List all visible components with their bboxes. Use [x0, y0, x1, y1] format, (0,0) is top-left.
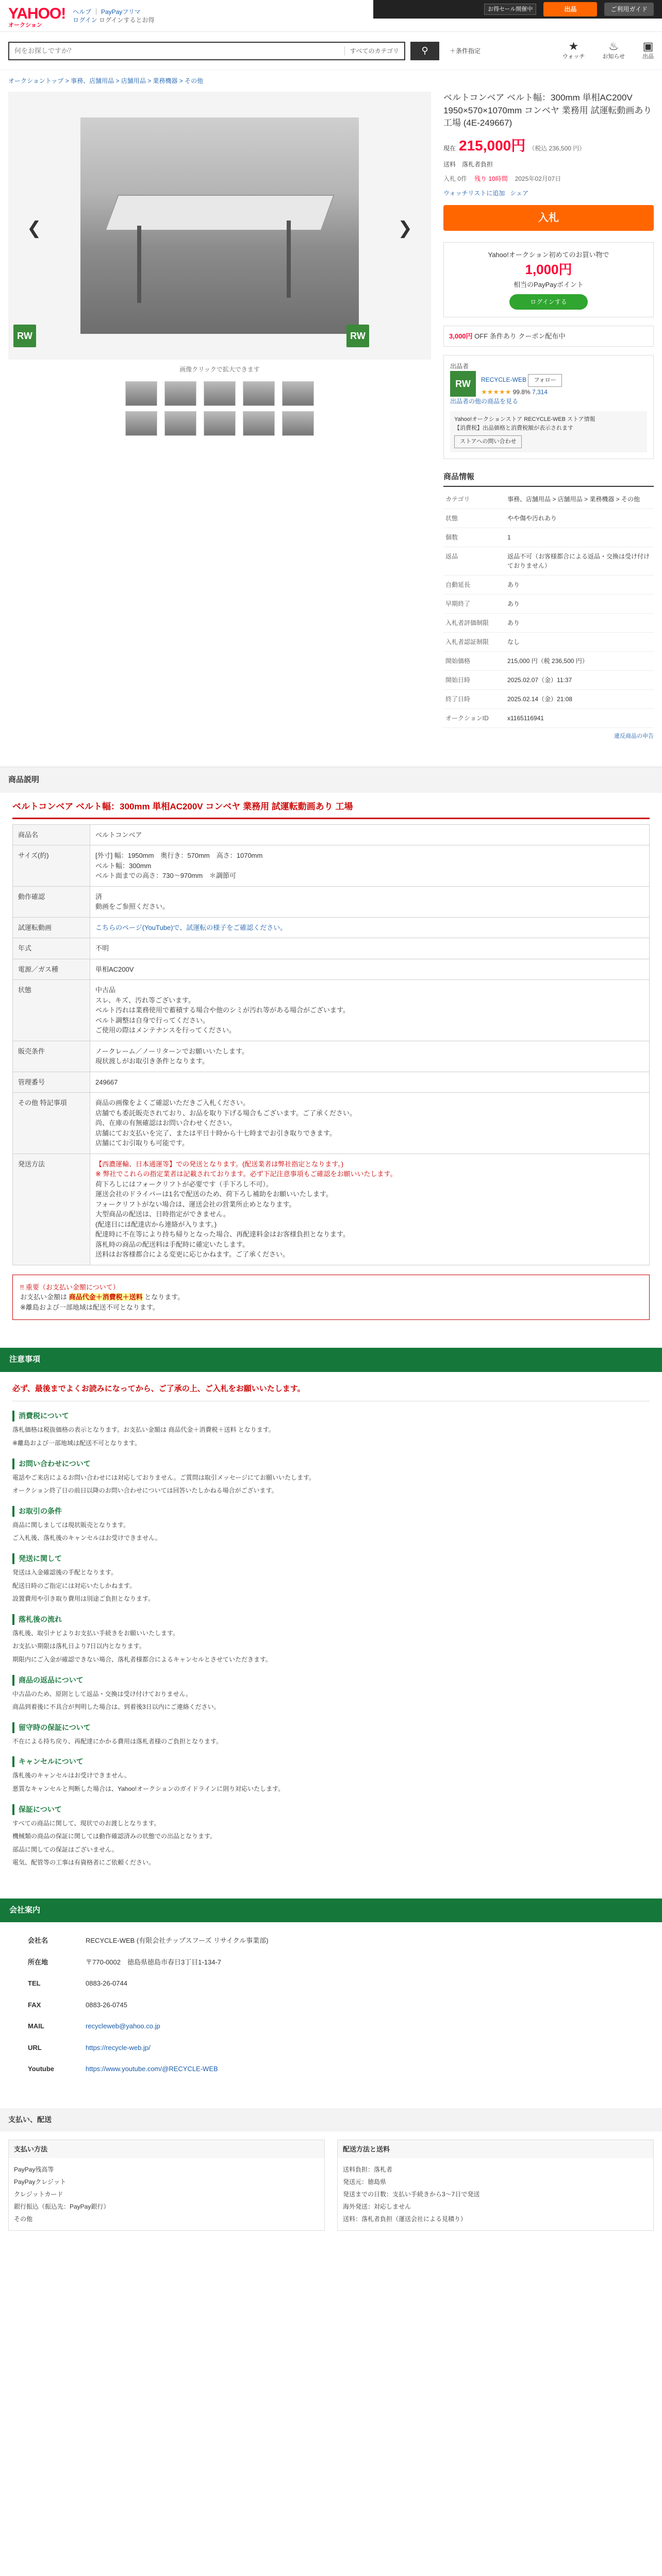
info-value: 2025.02.14（金）21:08	[505, 690, 654, 709]
description-line: 249667	[95, 1078, 118, 1086]
bell-icon: ♨	[608, 40, 619, 53]
description-title: ベルトコンベア ベルト幅：300mm 単相AC200V コンベヤ 業務用 試運転動画あり 工場	[12, 800, 650, 819]
main-product-photo[interactable]	[80, 117, 359, 334]
thumbnail[interactable]	[164, 381, 196, 406]
description-value	[90, 938, 650, 959]
caution-text: 期限内にご入金が確認できない場合、落札者様都合によるキャンセルとさせていただきます。	[12, 1655, 272, 1663]
top-header	[0, 0, 662, 32]
thumbnail[interactable]	[125, 411, 157, 436]
info-key: 早期終了	[443, 595, 505, 614]
company-text: 0883-26-0745	[86, 2001, 127, 2009]
caution-heading: 落札後の流れ	[12, 1614, 650, 1625]
item-info-table	[443, 490, 654, 728]
caution-text: 落札後のキャンセルはお受けできません。	[12, 1772, 130, 1780]
info-key: 返品	[443, 547, 505, 575]
description-line: ノークレーム／ノーリターンでお願いいたします。	[95, 1047, 249, 1055]
company-key: TEL	[28, 1979, 41, 1988]
right-column	[443, 92, 654, 741]
header-icons	[562, 40, 654, 61]
info-row	[443, 575, 654, 595]
current-price: 215,000円	[459, 137, 526, 154]
description-row	[13, 845, 650, 887]
payment-section-head: 支払い、配送	[0, 2108, 662, 2131]
caution-heading: キャンセルについて	[12, 1756, 650, 1767]
coupon-text: OFF 条件あり クーポン配布中	[474, 332, 566, 340]
description-line: 商品の画像をよくご確認いただきご入札ください。	[95, 1099, 250, 1107]
first-purchase-promo	[443, 242, 654, 317]
description-line: 動画をご参照ください。	[95, 903, 170, 911]
left-column	[8, 92, 431, 741]
description-row	[13, 886, 650, 917]
payment-method-item: PayPayクレジット	[14, 2178, 67, 2186]
info-row	[443, 528, 654, 547]
caution-text: 落札価格は税抜価格の表示となります。お支払い金額は 商品代金＋消費税＋送料 となります。	[12, 1426, 275, 1434]
description-line: ベルト汚れは業務使用で蓄積する場合や他のシミが汚れ等がある場合がございます。	[95, 1006, 350, 1014]
promo-login-button[interactable]: ログインする	[509, 294, 587, 310]
description-row	[13, 959, 650, 980]
rw-watermark: RW	[346, 325, 369, 347]
store-note	[450, 411, 647, 452]
store-inquiry-button[interactable]: ストアへの問い合わせ	[454, 435, 522, 448]
description-line: ご使用の際はメンテナンスを行ってください。	[95, 1026, 236, 1035]
description-wrap	[0, 793, 662, 1327]
company-row	[22, 1995, 274, 2015]
thumbnail[interactable]	[204, 381, 236, 406]
info-value: あり	[505, 614, 654, 633]
share-button[interactable]: シェア	[510, 189, 529, 197]
gallery-next-icon[interactable]: ❯	[398, 218, 412, 238]
watch-header-button[interactable]: ★ ウォッチ	[562, 40, 585, 60]
caution-heading: 保証について	[12, 1804, 650, 1815]
thumbnail[interactable]	[282, 381, 314, 406]
seller-head	[450, 371, 647, 397]
payment-notice: !! 重要（お支払い金額について） お支払い金額は 商品代金＋消費税＋送料 となります。 ※離島および一部地域は配送不可となります。	[12, 1275, 650, 1320]
description-line: 大型商品の配送は、日時指定ができません。	[95, 1210, 230, 1218]
promo-text: Yahoo!オークション初めてのお買い物で	[488, 250, 609, 259]
description-line: 済	[95, 892, 103, 901]
company-row	[22, 1930, 274, 1951]
info-value: やや傷や汚れあり	[505, 509, 654, 528]
info-key: 開始日時	[443, 671, 505, 690]
search-row	[0, 32, 662, 70]
payment-method-list	[9, 2158, 324, 2230]
caution-text: 設置費用や引き取り費用は別途ご負担となります。	[12, 1595, 155, 1603]
shipping-method-item: 海外発送：対応しません	[343, 2203, 411, 2211]
info-key: カテゴリ	[443, 490, 505, 509]
info-row	[443, 490, 654, 509]
description-section-head: 商品説明	[0, 767, 662, 793]
notice-header-button[interactable]: ♨ お知らせ	[602, 40, 625, 60]
header-sell-button[interactable]: 出品	[543, 2, 597, 16]
item-info-title: 商品情報	[443, 471, 654, 487]
info-value: 1	[505, 528, 654, 547]
info-key: 個数	[443, 528, 505, 547]
bid-button[interactable]: 入札	[443, 205, 654, 231]
caution-heading: 発送に関して	[12, 1553, 650, 1564]
description-row	[13, 1072, 650, 1093]
shipping-methods: 配送方法と送料 送料負担：落札者 発送元：徳島県 発送までの日数：支払い手続きから3〜7日で発送 海外発送：対応しません 送料：落札者負担（運送会社による見積り）	[337, 2140, 654, 2231]
payment-method-item: クレジットカード	[14, 2191, 63, 2198]
shipping-method-item: 発送までの日数：支払い手続きから3〜7日で発送	[343, 2191, 480, 2198]
payment-method-item: PayPay残高等	[14, 2166, 54, 2174]
description-line: 配達時に不在等により持ち帰りとなった場合、再配達料金はお客様負担となります。	[95, 1230, 350, 1239]
caution-text: 悪質なキャンセルと判断した場合は、Yahoo!オークションのガイドラインに則り対応いたします。	[12, 1785, 285, 1792]
description-value	[90, 886, 650, 917]
company-link[interactable]: https://recycle-web.jp/	[86, 2043, 151, 2052]
thumbnail[interactable]	[243, 411, 275, 436]
description-line: (配達日には配達店から連絡が入ります。)	[95, 1220, 217, 1228]
company-link[interactable]: https://www.youtube.com/@RECYCLE-WEB	[86, 2065, 218, 2073]
description-row	[13, 1093, 650, 1154]
auction-meta	[443, 174, 654, 183]
description-line: 【西濃運輸、日本通運等】での発送となります。(配送業者は弊社指定となります。)	[95, 1160, 344, 1168]
seller-name[interactable]: RECYCLE-WEB	[481, 376, 527, 384]
caution-text: 不在による持ち戻り、再配達にかかる費用は落札者様のご負担となります。	[12, 1737, 223, 1745]
seller-rating: 99.8%	[512, 388, 531, 396]
caution-text: 中古品のため、原則として返品・交換は受け付けておりません。	[12, 1690, 192, 1698]
description-value	[90, 959, 650, 980]
company-key: URL	[28, 2043, 42, 2052]
info-row	[443, 690, 654, 709]
shipping-method-item: 送料：落札者負担（運送会社による見積り）	[343, 2215, 467, 2223]
info-row	[443, 614, 654, 633]
info-key: 状態	[443, 509, 505, 528]
promo-sub: 相当のPayPayポイント	[514, 281, 584, 289]
info-key: 自動延長	[443, 575, 505, 595]
end-date: 2025年02月07日	[515, 175, 561, 182]
company-row	[22, 1952, 274, 1973]
company-value	[79, 2038, 274, 2058]
watch-button[interactable]: ウォッチリストに追加	[443, 189, 505, 197]
condition-link[interactable]: ＋条件指定	[450, 47, 481, 55]
company-bar: 会社案内	[0, 1899, 662, 1923]
search-input[interactable]	[9, 43, 344, 59]
caution-heading: 留守時の保証について	[12, 1722, 650, 1733]
bid-count: 入札 0件	[443, 175, 468, 182]
seller-logo[interactable]: RW	[450, 371, 476, 397]
shipping-info: 送料 落札者負担	[443, 160, 493, 168]
info-value: 2025.02.07（金）11:37	[505, 671, 654, 690]
site-logo[interactable]: YAHOO! オークション	[8, 5, 66, 28]
company-link[interactable]: recycleweb@yahoo.co.jp	[86, 2022, 160, 2030]
seller-label: 出品者	[450, 363, 469, 370]
description-line: ベルト面までの高さ：730〜970mm ＊調節可	[95, 872, 237, 880]
time-left: 残り 10時間	[474, 175, 508, 182]
company-text: RECYCLE-WEB (有限会社チップスフーズ リサイクル事業部)	[86, 1937, 269, 1945]
description-value	[90, 1093, 650, 1154]
header-link-help[interactable]: ヘルプ	[73, 8, 92, 15]
description-line: ※ 弊社でこれらの指定業者は記載されております。必ず下記注意事項もご確認をお願いいたします。	[95, 1170, 397, 1178]
camera-icon: ▣	[642, 40, 654, 53]
payment-methods: 支払い方法 PayPay残高等 PayPayクレジット クレジットカード 銀行振込（振込先：PayPay銀行） その他	[8, 2140, 325, 2231]
description-key: サイズ(約)	[13, 845, 90, 887]
caution-text: 商品到着後に不具合が判明した場合は、到着後3日以内にご連絡ください。	[12, 1703, 220, 1711]
info-row	[443, 633, 654, 652]
conveyor-leg	[137, 226, 141, 303]
seller-box	[443, 355, 654, 459]
company-value	[79, 1930, 274, 1951]
description-value	[90, 824, 650, 845]
caution-text: 配送日時のご指定には対応いたしかねます。	[12, 1582, 136, 1589]
description-line: 店舗にてお支払いを完了、または平日十時から十七時までお引き取りできます。	[95, 1129, 336, 1137]
info-key: オークションID	[443, 709, 505, 728]
info-value: x1165116941	[505, 709, 654, 728]
thumbnail-grid	[8, 379, 431, 446]
coupon-box[interactable]	[443, 326, 654, 347]
caution-text: お支払い期限は落札日より7日以内となります。	[12, 1642, 145, 1650]
follow-button[interactable]: フォロー	[528, 374, 561, 387]
seller-rating-count[interactable]: 7,314	[532, 388, 548, 396]
company-key: MAIL	[28, 2022, 44, 2030]
guide-menu[interactable]: ご利用ガイド	[604, 3, 654, 16]
caution-lead: 必ず、最後までよくお読みになってから、ご了承の上、ご入札をお願いいたします。	[12, 1379, 650, 1402]
info-value: 返品不可（お客様都合による返品・交換は受け付けておりません）	[505, 547, 654, 575]
price-row	[443, 135, 654, 157]
description-value	[90, 980, 650, 1041]
header-link-login[interactable]: ログイン	[73, 16, 97, 24]
caution-text: ※離島および一部地域は配送不可となります。	[12, 1439, 141, 1447]
description-line: 店舗でも委託販売されており、お品を取り下げる場合もございます。ご了承ください。	[95, 1109, 356, 1117]
category-select[interactable]: すべてのカテゴリ	[344, 46, 404, 56]
caution-text: 電気、配管等の工事は有資格者にご依頼ください。	[12, 1859, 155, 1867]
description-line: 現状渡しがお取引き条件となります。	[95, 1057, 209, 1065]
description-table	[12, 824, 650, 1265]
info-key: 終了日時	[443, 690, 505, 709]
info-row	[443, 652, 654, 671]
description-line: 荷下ろしにはフォークリフトが必要です（手下ろし不可）。	[95, 1180, 273, 1188]
payment-columns	[0, 2131, 662, 2240]
company-key: FAX	[28, 2001, 41, 2009]
company-value	[79, 1995, 274, 2015]
payment-method-item: 銀行振込（振込先：PayPay銀行）	[14, 2203, 110, 2211]
main-content	[0, 92, 662, 741]
description-line: [外寸] 幅：1950mm 奥行き：570mm 高さ：1070mm	[95, 852, 263, 860]
caution-heading: お問い合わせについて	[12, 1459, 650, 1469]
info-row	[443, 709, 654, 728]
caution-text: 電話やご来店によるお問い合わせには対応しておりません。ご質問は取引メッセージにてお願いいたします。	[12, 1473, 316, 1481]
caution-text: 発送は入金確認後の手配となります。	[12, 1568, 118, 1576]
notice-head: !! 重要（お支払い金額について）	[20, 1283, 120, 1291]
caution-text: 部品に関しての保証はございません。	[12, 1845, 118, 1853]
company-key: 会社名	[28, 1937, 48, 1945]
company-row	[22, 2016, 274, 2037]
company-value	[79, 2016, 274, 2037]
description-line: 尚、在庫の有無確認はお問い合わせください。	[95, 1119, 237, 1127]
description-row	[13, 980, 650, 1041]
video-link[interactable]: こちらのページ(YouTube)で、試運転の様子をご確認ください。	[95, 923, 287, 931]
caution-text: 落札後、取引ナビよりお支払い手続きをお願いいたします。	[12, 1629, 179, 1637]
company-text: 〒770-0002 徳島県徳島市春日3丁目1-134-7	[86, 1958, 221, 1966]
report-link: 違反商品の申告	[614, 733, 654, 740]
company-row	[22, 2038, 274, 2058]
notice-sub: ※離島および一部地域は配送不可となります。	[20, 1303, 159, 1311]
price-tax: （税込 236,500 円）	[528, 144, 586, 152]
sell-header-button[interactable]: ▣ 出品	[642, 40, 654, 60]
description-key: 販売条件	[13, 1041, 90, 1072]
info-key: 入札者評価制限	[443, 614, 505, 633]
conveyor-leg	[287, 221, 291, 298]
company-row	[22, 2059, 274, 2079]
store-note-sub: 【消費税】出品価格と消費税額が表示されます	[454, 425, 573, 431]
company-key: 所在地	[28, 1958, 48, 1966]
description-row	[13, 1041, 650, 1072]
header-promo: ログインするとお得	[99, 16, 155, 24]
company-key: Youtube	[28, 2065, 55, 2073]
description-key: その他 特記事項	[13, 1093, 90, 1154]
company-info	[0, 1922, 662, 2088]
item-title: ベルトコンベア ベルト幅：300mm 単相AC200V 1950×570×1070mm コンベヤ 業務用 試運転動画あり 工場 (4E-249667)	[443, 93, 652, 128]
shipping-method-item: 送料負担：落札者	[343, 2166, 393, 2174]
description-row	[13, 824, 650, 845]
seller-stars: ★★★★★	[481, 387, 511, 396]
description-key: 発送方法	[13, 1154, 90, 1265]
payment-section	[0, 2108, 662, 2240]
gallery-prev-icon[interactable]: ❮	[27, 218, 42, 238]
description-line: 落札時の商品の配送料は手配時に確定いたします。	[95, 1240, 249, 1248]
search-box	[8, 42, 405, 60]
description-line: フォークリフトがない場合は、運送会社の営業所止めとなります。	[95, 1200, 296, 1208]
info-key: 入札者認証制限	[443, 633, 505, 652]
header-link-furima[interactable]: PayPayフリマ	[101, 8, 141, 15]
description-key: 状態	[13, 980, 90, 1041]
description-value	[90, 1041, 650, 1072]
store-note-text: Yahoo!オークションストア RECYCLE-WEB ストア情報	[454, 416, 595, 423]
caution-text: すべての商品に関して、現状でのお渡しとなります。	[12, 1819, 160, 1827]
search-icon: ⚲	[421, 45, 428, 56]
company-row	[22, 1973, 274, 1994]
info-row	[443, 509, 654, 528]
description-row	[13, 1154, 650, 1265]
description-line: 店舗にてお引取りも可能です。	[95, 1139, 189, 1147]
caution-section	[0, 1372, 662, 1878]
rw-watermark: RW	[13, 325, 36, 347]
search-button[interactable]	[410, 42, 439, 60]
item-actions	[443, 189, 654, 198]
sale-badge[interactable]: お得セール開催中	[484, 4, 536, 15]
description-row	[13, 938, 650, 959]
thumbnail[interactable]	[243, 381, 275, 406]
description-row	[13, 917, 650, 938]
breadcrumb[interactable]: オークショントップ > 事務、店舗用品 > 店舗用品 > 業務機器 > その他	[8, 77, 204, 84]
coupon-amount: 3,000円	[449, 332, 473, 340]
shipping-method-list	[338, 2158, 653, 2230]
description-key: 年式	[13, 938, 90, 959]
description-line: スレ、キズ、汚れ等ございます。	[95, 996, 195, 1004]
description-line: 不明	[95, 944, 109, 953]
description-value	[90, 1072, 650, 1093]
description-value	[90, 917, 650, 938]
description-line: ベルトコンベア	[95, 831, 142, 839]
description-line: 送料はお客様都合による変更に応じかねます。ご了承ください。	[95, 1250, 289, 1259]
description-line: 単相AC200V	[95, 965, 134, 973]
description-line: ベルト幅：300mm	[95, 861, 152, 870]
header-links: ヘルプ ｜ PayPayフリマ ログイン ログインするとお得	[73, 8, 155, 24]
description-line: ベルト調整は自身で行ってください。	[95, 1016, 210, 1024]
gallery-caption: 画像クリックで拡大できます	[179, 366, 260, 373]
description-value	[90, 845, 650, 887]
shipping-method-item: 発送元：徳島県	[343, 2178, 387, 2186]
description-key: 商品名	[13, 824, 90, 845]
thumbnail[interactable]	[204, 411, 236, 436]
image-gallery	[8, 92, 431, 360]
company-text: 0883-26-0744	[86, 1979, 127, 1988]
thumbnail[interactable]	[164, 411, 196, 436]
info-row	[443, 595, 654, 614]
description-key: 電源／ガス種	[13, 959, 90, 980]
caution-heading: 消費税について	[12, 1411, 650, 1421]
info-row	[443, 547, 654, 575]
info-key: 開始価格	[443, 652, 505, 671]
description-key: 試運転動画	[13, 917, 90, 938]
info-value: あり	[505, 575, 654, 595]
caution-text: 商品に関しましては現状販売となります。	[12, 1521, 130, 1529]
payment-method-item: その他	[14, 2215, 33, 2223]
promo-points: 1,000円	[525, 262, 572, 278]
price-label: 現在	[443, 144, 456, 152]
caution-bar: 注意事項	[0, 1348, 662, 1372]
caution-heading: お取引の条件	[12, 1506, 650, 1517]
company-value	[79, 2059, 274, 2079]
info-value: 215,000 円（税 236,500 円）	[505, 652, 654, 671]
company-value	[79, 1952, 274, 1973]
company-value	[79, 1973, 274, 1994]
caution-heading: 商品の返品について	[12, 1675, 650, 1686]
info-value: あり	[505, 595, 654, 614]
seller-other-items[interactable]: 出品者の他の商品を見る	[450, 398, 519, 405]
description-line: 中古品	[95, 986, 116, 994]
info-value: 事務、店舗用品 > 店舗用品 > 業務機器 > その他	[505, 490, 654, 509]
header-dark-bar	[373, 0, 662, 19]
description-value	[90, 1154, 650, 1265]
description-key: 管理番号	[13, 1072, 90, 1093]
star-icon: ★	[568, 40, 579, 53]
description-line: 運送会社のドライバーは1名で配送のため、荷下ろし補助をお願いいたします。	[95, 1190, 333, 1198]
caution-text: ご入札後、落札後のキャンセルはお受けできません。	[12, 1534, 161, 1542]
caution-text: オークション終了日の前日以降のお問い合わせについては回答いたしかねる場合がございます。	[12, 1487, 278, 1495]
description-key: 動作確認	[13, 886, 90, 917]
info-row	[443, 671, 654, 690]
thumbnail[interactable]	[125, 381, 157, 406]
info-value: なし	[505, 633, 654, 652]
company-table	[21, 1929, 275, 2080]
thumbnail[interactable]	[282, 411, 314, 436]
notice-highlight: 商品代金＋消費税＋送料	[69, 1293, 143, 1301]
caution-text: 機械類の商品の保証に関しては動作確認済みの状態での出品となります。	[12, 1833, 217, 1840]
